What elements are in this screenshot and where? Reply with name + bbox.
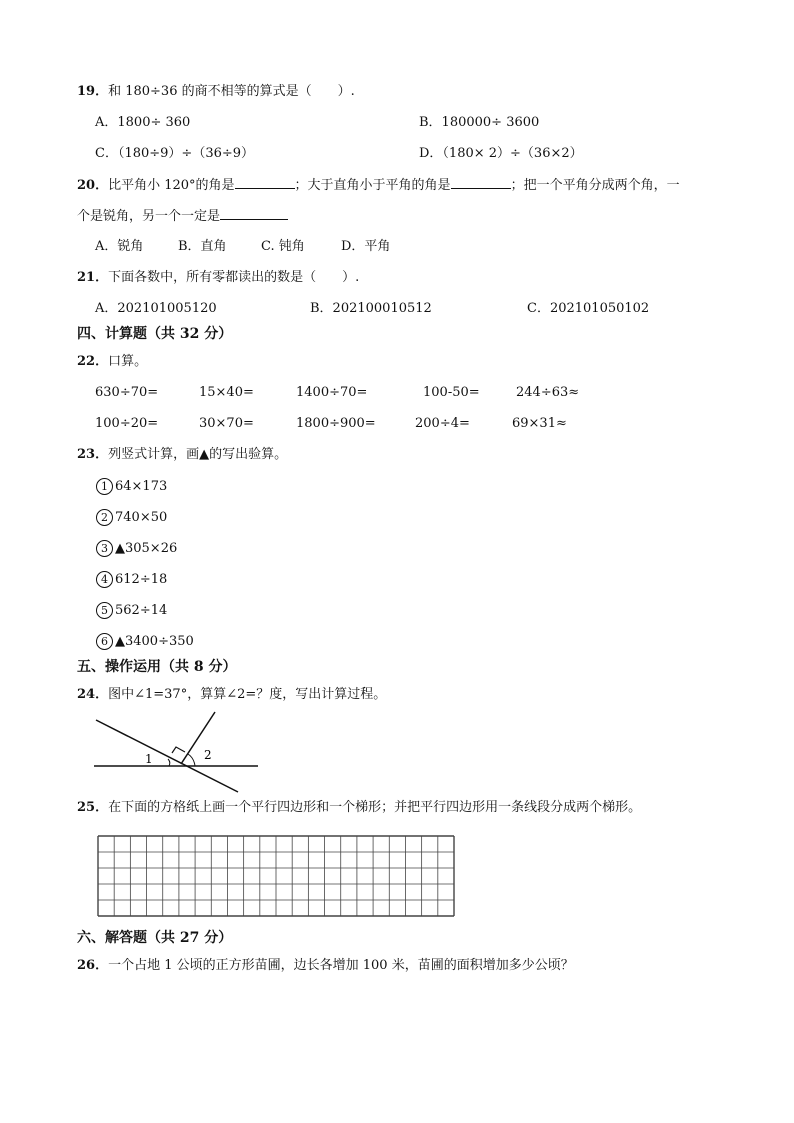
angle-diagram	[88, 708, 268, 798]
q23-item-6	[96, 633, 194, 651]
q22-number: 22．	[77, 354, 109, 369]
q23-item-1	[96, 478, 167, 496]
q23-item-5	[96, 602, 167, 620]
circled-number: 1	[96, 478, 113, 495]
q23-item-3	[96, 540, 177, 558]
q22-row1-item: 630÷70=	[95, 385, 159, 400]
q23-expr: ▲3400÷350	[115, 634, 194, 649]
q22-row2-item: 1800÷900=	[296, 416, 376, 431]
section-6-heading: 六、解答题（共 27 分）	[77, 930, 233, 946]
angle-1-arc	[168, 759, 170, 766]
right-angle-mark	[172, 747, 185, 753]
q23-expr: 562÷14	[115, 603, 168, 618]
q23-item-2	[96, 509, 167, 527]
q25-text: 在下面的方格纸上画一个平行四边形和一个梯形；并把平行四边形用一条线段分成两个梯形。	[108, 800, 642, 815]
q22-row2-item: 100÷20=	[95, 416, 159, 431]
q23-expr: 64×173	[115, 479, 168, 494]
q24-line	[77, 686, 386, 704]
q26-text: 一个占地 1 公顷的正方形苗圃，边长各增加 100 米，苗圃的面积增加多少公顷？	[108, 958, 574, 973]
q22-row1-item: 1400÷70=	[296, 385, 368, 400]
q19-line	[77, 83, 355, 101]
q22-row1-item: 15×40=	[199, 385, 254, 400]
q23-expr: 740×50	[115, 510, 168, 525]
q24-text: 图中∠1=37°，算算∠2=？度，写出计算过程。	[108, 687, 387, 702]
circled-number: 6	[96, 633, 113, 650]
q21-text: 下面各数中，所有零都读出的数是（ ）.	[108, 270, 360, 285]
q24-number: 24．	[77, 687, 109, 702]
circled-number: 5	[96, 602, 113, 619]
q20-part3: ；把一个平角分成两个角，一	[510, 178, 680, 193]
q22-line	[77, 353, 147, 371]
q20-part2: ；大于直角小于平角的角是	[294, 178, 451, 193]
circled-number: 3	[96, 540, 113, 557]
q25-number: 25．	[77, 800, 109, 815]
q23-item-4	[96, 571, 167, 589]
section-5-heading: 五、操作运用（共 8 分）	[77, 659, 237, 675]
circled-number: 4	[96, 571, 113, 588]
q25-line	[77, 799, 641, 817]
angle-2-arc	[188, 754, 195, 766]
q21-option-a: A．202101005120	[95, 301, 217, 316]
q20-option-c: C. 钝角	[261, 239, 305, 254]
slanted-line	[96, 720, 238, 792]
q21-number: 21．	[77, 270, 109, 285]
q19-option-d: D．（180× 2）÷（36×2）	[419, 146, 583, 161]
q19-option-c: C．（180÷9）÷（36÷9）	[95, 146, 255, 161]
q19-option-b: B．180000÷ 3600	[419, 115, 540, 130]
q19-number: 19．	[77, 84, 109, 99]
q20-option-b: B．直角	[178, 239, 227, 254]
q20-line2	[77, 207, 288, 226]
q23-expr: ▲305×26	[115, 541, 178, 556]
q22-row2-item: 200÷4=	[415, 416, 470, 431]
grid-paper[interactable]	[97, 835, 455, 917]
q19-option-a: A．1800÷ 360	[95, 115, 191, 130]
q21-option-b: B．202100010512	[310, 301, 432, 316]
q22-row1-item: 244÷63≈	[516, 385, 580, 400]
q20-part1: 比平角小 120°的角是	[108, 178, 235, 193]
circled-number: 2	[96, 509, 113, 526]
q20-blank-3[interactable]	[220, 207, 288, 220]
q22-row1-item: 100-50=	[423, 385, 480, 400]
q20-line1	[77, 176, 680, 195]
section-4-heading: 四、计算题（共 32 分）	[77, 326, 233, 342]
q20-option-a: A．锐角	[95, 239, 144, 254]
angle-2-label: 2	[204, 748, 212, 762]
q22-row2-item: 69×31≈	[512, 416, 567, 431]
q20-blank-1[interactable]	[235, 176, 295, 189]
q21-line	[77, 269, 359, 287]
q20-blank-2[interactable]	[451, 176, 511, 189]
q23-line	[77, 446, 287, 464]
q26-number: 26．	[77, 958, 109, 973]
q23-expr: 612÷18	[115, 572, 168, 587]
q22-text: 口算。	[108, 354, 148, 369]
q20-option-d: D．平角	[341, 239, 391, 254]
q20-number: 20．	[77, 178, 109, 193]
q20-line2-text: 个是锐角，另一个一定是	[77, 209, 221, 224]
q26-line	[77, 957, 574, 975]
q22-row2-item: 30×70=	[199, 416, 254, 431]
q23-number: 23．	[77, 447, 109, 462]
q23-text: 列竖式计算，画▲的写出验算。	[108, 447, 288, 462]
angle-1-label: 1	[145, 752, 153, 766]
q21-option-c: C．202101050102	[527, 301, 650, 316]
q19-text: 和 180÷36 的商不相等的算式是（ ）.	[108, 84, 355, 99]
